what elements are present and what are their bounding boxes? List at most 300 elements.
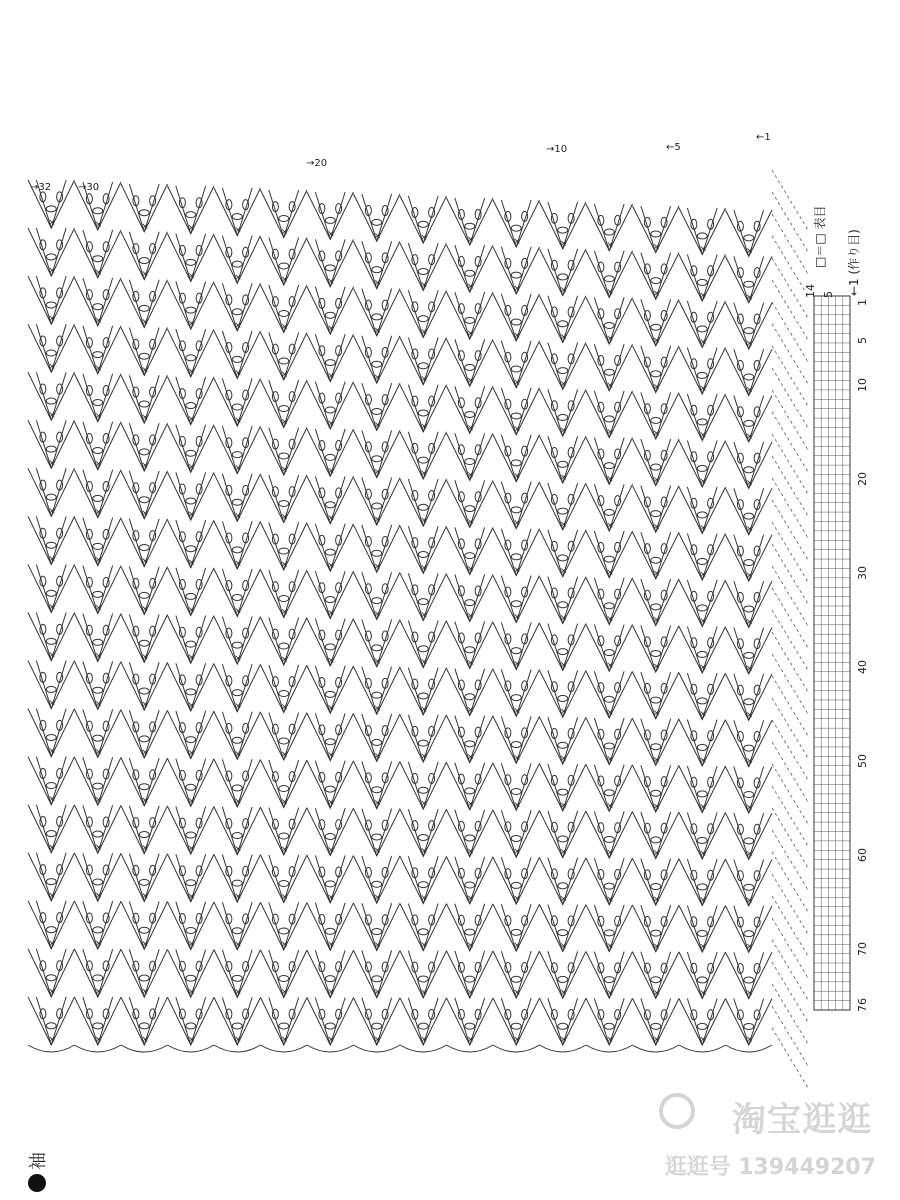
- chain-loop: [558, 695, 568, 701]
- chain-loop: [186, 880, 196, 886]
- chain-loop: [325, 1023, 335, 1029]
- chain-loop: [46, 206, 56, 212]
- chain-loop: [418, 882, 428, 888]
- chain-loop: [744, 374, 754, 380]
- chain-loop: [465, 882, 475, 888]
- row-marker-20: →20: [306, 158, 328, 169]
- chain-loop: [465, 741, 475, 747]
- chain-loop: [418, 1023, 428, 1029]
- chain-loop: [604, 416, 614, 422]
- chain-loop: [651, 278, 661, 284]
- single-crochet-mark: ×: [187, 319, 196, 330]
- single-crochet-mark: ×: [699, 337, 707, 348]
- single-crochet-mark: ×: [466, 329, 475, 340]
- chain-loop: [651, 930, 661, 936]
- single-crochet-mark: ×: [373, 798, 382, 809]
- chain-loop: [279, 881, 289, 887]
- chain-loop: [465, 788, 475, 794]
- chain-loop: [139, 688, 149, 694]
- single-crochet-mark: ×: [559, 473, 568, 483]
- chain-loop: [46, 686, 56, 692]
- single-crochet-mark: ×: [699, 988, 707, 999]
- leader-line: [772, 654, 808, 714]
- leader-line: [772, 456, 808, 516]
- chain-loop: [372, 1023, 382, 1029]
- single-crochet-mark: ×: [48, 410, 56, 421]
- single-crochet-mark: ×: [141, 939, 149, 950]
- chain-loop: [418, 929, 428, 935]
- chain-loop: [186, 1023, 196, 1029]
- chain-loop: [558, 602, 568, 608]
- single-crochet-mark: ×: [373, 893, 382, 904]
- chain-loop: [46, 302, 56, 308]
- chain-loop: [744, 606, 754, 612]
- single-crochet-mark: ×: [327, 798, 335, 809]
- watermark-logo-icon: [659, 1093, 695, 1129]
- chain-loop: [139, 305, 149, 311]
- chain-loop: [279, 453, 289, 459]
- single-crochet-mark: ×: [559, 660, 568, 671]
- single-crochet-mark: ×: [327, 324, 335, 335]
- chain-loop: [372, 408, 382, 414]
- chain-loop: [232, 499, 242, 505]
- chain-loop: [186, 641, 196, 647]
- single-crochet-mark: ×: [652, 848, 661, 859]
- single-crochet-mark: ×: [187, 462, 196, 473]
- leader-line: [772, 390, 808, 450]
- chain-loop: [372, 834, 382, 840]
- leader-line: [772, 852, 808, 912]
- chain-loop: [186, 212, 196, 218]
- chain-loop: [46, 590, 56, 596]
- chain-loop: [325, 881, 335, 887]
- single-crochet-mark: ×: [699, 802, 707, 813]
- watermark-account: 逛逛号 139449207: [664, 1155, 876, 1180]
- chain-loop: [465, 317, 475, 323]
- chain-loop: [697, 512, 707, 518]
- chain-loop: [325, 597, 335, 603]
- chain-loop: [744, 838, 754, 844]
- chain-loop: [604, 369, 614, 375]
- chain-loop: [558, 368, 568, 374]
- chain-loop: [232, 737, 242, 743]
- single-crochet-mark: ×: [94, 939, 103, 950]
- chain-loop: [558, 930, 568, 936]
- chain-loop: [511, 507, 521, 513]
- single-crochet-mark: ×: [745, 617, 754, 628]
- chain-loop: [232, 1023, 242, 1029]
- single-crochet-mark: ×: [652, 429, 661, 440]
- single-crochet-mark: ×: [373, 325, 382, 336]
- chain-loop: [232, 547, 242, 553]
- chain-loop: [372, 267, 382, 273]
- single-crochet-mark: ×: [280, 750, 289, 760]
- chain-loop: [232, 214, 242, 220]
- chain-loop: [139, 879, 149, 885]
- single-crochet-mark: ×: [513, 612, 521, 623]
- strip-tick-30: 30: [856, 566, 869, 580]
- single-crochet-mark: ×: [745, 524, 754, 535]
- chain-loop: [232, 309, 242, 315]
- single-crochet-mark: ×: [187, 987, 196, 998]
- chain-loop: [511, 319, 521, 325]
- chain-loop: [465, 929, 475, 935]
- leader-line: [772, 588, 808, 648]
- single-crochet-mark: ×: [48, 602, 56, 613]
- single-crochet-mark: ×: [513, 706, 521, 717]
- single-crochet-mark: ×: [48, 314, 56, 325]
- strip-tick-60: 60: [856, 848, 869, 862]
- single-crochet-mark: ×: [745, 710, 754, 721]
- single-crochet-mark: ×: [466, 752, 475, 763]
- leader-line: [772, 742, 808, 802]
- chain-loop: [744, 792, 754, 798]
- chain-loop: [511, 225, 521, 231]
- chain-loop: [465, 600, 475, 606]
- single-crochet-mark: ×: [327, 750, 335, 761]
- single-crochet-mark: ×: [559, 613, 568, 624]
- single-crochet-mark: ×: [94, 843, 103, 854]
- single-crochet-mark: ×: [187, 796, 196, 807]
- single-crochet-mark: ×: [141, 748, 149, 758]
- single-crochet-mark: ×: [606, 240, 614, 251]
- single-crochet-mark: ×: [280, 1035, 289, 1045]
- legend-text: □＝□ 表目: [813, 205, 827, 268]
- single-crochet-mark: ×: [48, 506, 56, 517]
- single-crochet-mark: ×: [606, 380, 614, 391]
- chain-loop: [139, 832, 149, 838]
- chain-loop: [511, 742, 521, 748]
- chain-loop: [604, 930, 614, 936]
- leader-line: [772, 632, 808, 692]
- chain-loop: [604, 322, 614, 328]
- single-crochet-mark: ×: [606, 848, 614, 859]
- chain-loop: [372, 645, 382, 651]
- row-marker-32: →32: [30, 182, 52, 193]
- single-crochet-mark: ×: [420, 1035, 428, 1045]
- chain-loop: [744, 931, 754, 937]
- sleeve-title: [22, 1148, 52, 1192]
- single-crochet-mark: ×: [699, 756, 707, 766]
- chain-loop: [697, 605, 707, 611]
- leader-line: [772, 830, 808, 890]
- chain-loop: [325, 976, 335, 982]
- single-crochet-mark: ×: [94, 555, 103, 566]
- row-marker-1: ←1: [756, 132, 771, 143]
- single-crochet-mark: ×: [327, 987, 335, 998]
- chain-loop: [604, 836, 614, 842]
- single-crochet-mark: ×: [94, 411, 103, 422]
- chain-loop: [186, 927, 196, 933]
- single-crochet-mark: ×: [745, 895, 754, 906]
- single-crochet-mark: ×: [745, 942, 754, 953]
- chain-loop: [46, 879, 56, 885]
- single-crochet-mark: ×: [466, 893, 475, 904]
- chain-loop: [744, 328, 754, 334]
- chain-loop: [418, 551, 428, 557]
- chain-loop: [372, 314, 382, 320]
- chain-loop: [511, 366, 521, 372]
- single-crochet-mark: ×: [559, 707, 568, 718]
- single-crochet-mark: ×: [745, 663, 754, 674]
- chain-loop: [651, 464, 661, 470]
- chain-loop: [372, 929, 382, 935]
- single-crochet-mark: ×: [187, 700, 196, 711]
- single-crochet-mark: ×: [94, 747, 103, 758]
- chain-loop: [418, 363, 428, 369]
- chain-loop: [465, 835, 475, 841]
- chain-loop: [744, 420, 754, 426]
- chain-loop: [465, 364, 475, 370]
- chain-loop: [232, 928, 242, 934]
- chain-loop: [93, 495, 103, 501]
- single-crochet-mark: ×: [141, 413, 149, 424]
- single-crochet-mark: ×: [606, 941, 614, 952]
- chain-loop: [697, 744, 707, 750]
- single-crochet-mark: ×: [373, 656, 382, 667]
- chain-loop: [232, 642, 242, 648]
- single-crochet-mark: ×: [652, 801, 661, 812]
- single-crochet-mark: ×: [187, 939, 196, 950]
- leader-line: [772, 566, 808, 626]
- single-crochet-mark: ×: [513, 894, 521, 905]
- chain-loop: [558, 976, 568, 982]
- single-crochet-mark: ×: [94, 507, 103, 518]
- single-crochet-mark: ×: [187, 414, 196, 425]
- strip-tick-50: 50: [856, 754, 869, 768]
- single-crochet-mark: ×: [141, 461, 149, 471]
- single-crochet-mark: ×: [513, 424, 521, 435]
- single-crochet-mark: ×: [234, 701, 242, 712]
- single-crochet-mark: ×: [652, 242, 661, 253]
- single-crochet-mark: ×: [745, 1035, 754, 1045]
- chain-loop: [232, 261, 242, 267]
- single-crochet-mark: ×: [606, 521, 614, 532]
- single-crochet-mark: ×: [466, 423, 475, 434]
- chain-loop: [651, 790, 661, 796]
- single-crochet-mark: ×: [652, 662, 661, 673]
- chain-loop: [651, 977, 661, 983]
- chain-loop: [279, 548, 289, 554]
- single-crochet-mark: ×: [48, 698, 56, 709]
- chain-loop: [558, 508, 568, 514]
- leader-line: [772, 412, 808, 472]
- single-crochet-mark: ×: [699, 244, 707, 255]
- chain-loop: [418, 787, 428, 793]
- single-crochet-mark: ×: [234, 320, 242, 331]
- chain-loop: [279, 976, 289, 982]
- chain-loop: [511, 976, 521, 982]
- chain-loop: [604, 1023, 614, 1029]
- leader-line: [772, 1028, 808, 1088]
- chain-loop: [372, 361, 382, 367]
- chain-loop: [279, 786, 289, 792]
- chain-loop: [651, 650, 661, 656]
- single-crochet-mark: ×: [652, 1035, 661, 1045]
- single-crochet-mark: ×: [280, 987, 289, 998]
- single-crochet-mark: ×: [420, 940, 428, 951]
- leader-line: [772, 280, 808, 340]
- single-crochet-mark: ×: [559, 894, 568, 905]
- single-crochet-mark: ×: [745, 571, 754, 582]
- single-crochet-mark: ×: [420, 893, 428, 904]
- single-crochet-mark: ×: [513, 518, 521, 529]
- chain-loop: [465, 411, 475, 417]
- chain-loop: [93, 256, 103, 262]
- single-crochet-mark: ×: [513, 988, 521, 999]
- single-crochet-mark: ×: [234, 654, 242, 665]
- single-crochet-mark: ×: [699, 709, 707, 720]
- single-crochet-mark: ×: [48, 938, 56, 949]
- chain-loop: [46, 446, 56, 452]
- leader-line: [772, 962, 808, 1022]
- chain-loop: [93, 783, 103, 789]
- chain-loop: [139, 545, 149, 551]
- chain-loop: [511, 835, 521, 841]
- single-crochet-mark: ×: [234, 796, 242, 807]
- single-crochet-mark: ×: [699, 384, 707, 394]
- chain-loop: [697, 837, 707, 843]
- start-label: ←1 (作り目): [847, 229, 861, 296]
- chain-loop: [511, 601, 521, 607]
- single-crochet-mark: ×: [187, 653, 196, 664]
- chain-loop: [604, 790, 614, 796]
- single-crochet-mark: ×: [420, 374, 428, 385]
- chain-loop: [325, 739, 335, 745]
- chain-loop: [697, 465, 707, 471]
- chain-loop: [93, 1023, 103, 1029]
- chain-loop: [558, 555, 568, 561]
- chain-loop: [465, 223, 475, 229]
- single-crochet-mark: ×: [745, 292, 754, 303]
- single-crochet-mark: ×: [606, 427, 614, 438]
- chain-loop: [93, 447, 103, 453]
- chain-loop: [232, 880, 242, 886]
- single-crochet-mark: ×: [280, 227, 289, 238]
- chain-loop: [325, 691, 335, 697]
- chain-loop: [186, 832, 196, 838]
- chain-loop: [604, 743, 614, 749]
- chain-loop: [46, 734, 56, 740]
- single-crochet-mark: ×: [234, 844, 242, 855]
- chain-loop: [697, 419, 707, 425]
- chain-loop: [93, 352, 103, 358]
- row-marker-5: ←5: [666, 142, 681, 153]
- single-crochet-mark: ×: [234, 892, 242, 903]
- single-crochet-mark: ×: [48, 842, 56, 853]
- chain-loop: [418, 221, 428, 227]
- chain-loop: [604, 556, 614, 562]
- leader-line: [772, 302, 808, 362]
- single-crochet-mark: ×: [48, 890, 56, 901]
- chain-loop: [93, 543, 103, 549]
- single-crochet-mark: ×: [234, 987, 242, 998]
- chain-loop: [279, 833, 289, 839]
- leader-line: [772, 544, 808, 604]
- single-crochet-mark: ×: [466, 517, 475, 528]
- chain-loop: [186, 498, 196, 504]
- leader-line: [772, 236, 808, 296]
- chain-loop: [604, 603, 614, 609]
- chain-loop: [93, 208, 103, 214]
- single-crochet-mark: ×: [48, 218, 56, 229]
- single-crochet-mark: ×: [699, 570, 707, 580]
- single-crochet-mark: ×: [652, 615, 661, 626]
- chain-loop: [697, 977, 707, 983]
- single-crochet-mark: ×: [280, 512, 289, 523]
- single-crochet-mark: ×: [699, 1035, 707, 1045]
- chain-loop: [372, 976, 382, 982]
- single-crochet-mark: ×: [466, 987, 475, 998]
- single-crochet-mark: ×: [466, 658, 475, 669]
- chain-loop: [697, 884, 707, 890]
- single-crochet-mark: ×: [280, 797, 289, 808]
- single-crochet-mark: ×: [559, 847, 568, 858]
- single-crochet-mark: ×: [745, 988, 754, 999]
- chain-loop: [418, 740, 428, 746]
- single-crochet-mark: ×: [745, 339, 754, 350]
- chain-loop: [93, 927, 103, 933]
- single-crochet-mark: ×: [94, 267, 103, 278]
- chain-loop: [418, 599, 428, 605]
- single-crochet-mark: ×: [94, 987, 103, 998]
- chain-loop: [604, 463, 614, 469]
- single-crochet-mark: ×: [187, 891, 196, 902]
- single-crochet-mark: ×: [280, 370, 289, 380]
- single-crochet-mark: ×: [373, 940, 382, 951]
- single-crochet-mark: ×: [280, 560, 289, 570]
- single-crochet-mark: ×: [420, 610, 428, 621]
- single-crochet-mark: ×: [373, 1035, 382, 1045]
- leader-line: [772, 698, 808, 758]
- single-crochet-mark: ×: [280, 275, 289, 285]
- leader-line: [772, 170, 808, 230]
- single-crochet-mark: ×: [141, 604, 149, 615]
- single-crochet-mark: ×: [466, 940, 475, 951]
- chain-loop: [325, 833, 335, 839]
- single-crochet-mark: ×: [699, 477, 707, 487]
- chain-loop: [744, 652, 754, 658]
- single-crochet-mark: ×: [373, 562, 382, 573]
- single-crochet-mark: ×: [327, 892, 335, 903]
- single-crochet-mark: ×: [327, 845, 335, 856]
- chain-loop: [511, 1023, 521, 1029]
- single-crochet-mark: ×: [327, 655, 335, 666]
- chain-loop: [744, 1023, 754, 1029]
- chain-loop: [93, 304, 103, 310]
- single-crochet-mark: ×: [559, 519, 568, 530]
- chain-loop: [511, 929, 521, 935]
- leader-line: [772, 940, 808, 1000]
- single-crochet-mark: ×: [373, 751, 382, 762]
- single-crochet-mark: ×: [141, 843, 149, 854]
- single-crochet-mark: ×: [48, 458, 56, 469]
- single-crochet-mark: ×: [234, 749, 242, 760]
- chain-loop: [46, 927, 56, 933]
- chain-loop: [186, 784, 196, 790]
- chain-loop: [744, 699, 754, 705]
- chain-loop: [558, 789, 568, 795]
- single-crochet-mark: ×: [141, 1035, 149, 1045]
- single-crochet-mark: ×: [420, 233, 428, 244]
- chain-loop: [279, 691, 289, 697]
- single-crochet-mark: ×: [559, 285, 568, 296]
- single-crochet-mark: ×: [280, 702, 289, 713]
- chain-loop: [232, 785, 242, 791]
- chain-loop: [139, 784, 149, 790]
- single-crochet-mark: ×: [466, 376, 475, 387]
- chain-loop: [697, 930, 707, 936]
